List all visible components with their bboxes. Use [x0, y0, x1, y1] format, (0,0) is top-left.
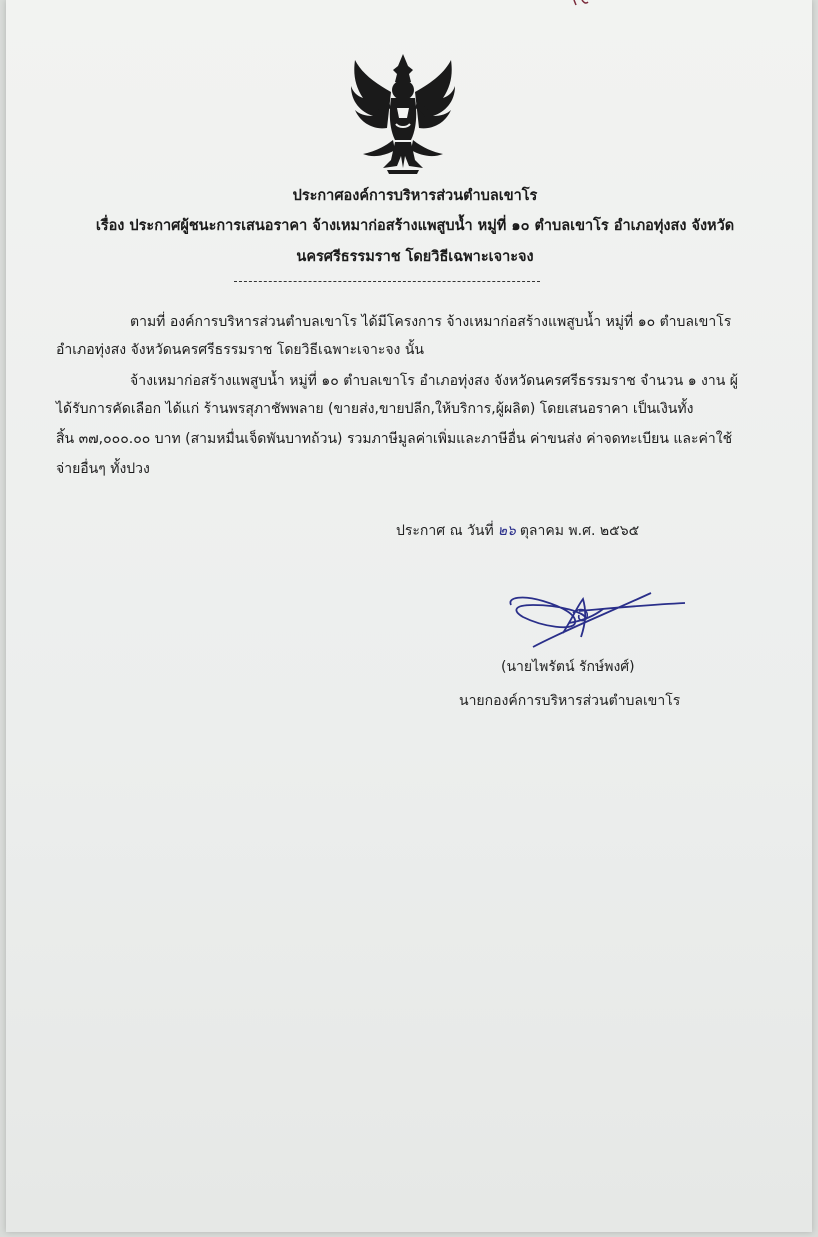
- body-paragraph-line: จ่ายอื่นๆ ทั้งปวง: [56, 461, 150, 477]
- document-page: [6, 0, 812, 1232]
- date-month-year: ตุลาคม พ.ศ. ๒๕๖๕: [519, 523, 640, 539]
- garuda-emblem-icon: [343, 52, 463, 176]
- handwritten-signature: [503, 587, 693, 649]
- body-paragraph-line: อำเภอทุ่งสง จังหวัดนครศรีธรรมราช โดยวิธีเฉพาะเจาะจง นั้น: [56, 342, 424, 358]
- date-day: ๒๖: [497, 523, 516, 539]
- signer-title: นายกองค์การบริหารส่วนตำบลเขาโร: [459, 693, 681, 709]
- announcement-date: [396, 520, 639, 542]
- body-paragraph-line: ตามที่ องค์การบริหารส่วนตำบลเขาโร ได้มีโครงการ จ้างเหมาก่อสร้างแพสูบน้ำ หมู่ที่ ๑๐ ตำบลเขาโร: [130, 314, 732, 330]
- ink-mark: [572, 0, 590, 6]
- page-title: ประกาศองค์การบริหารส่วนตำบลเขาโร: [292, 188, 538, 204]
- body-paragraph-line: จ้างเหมาก่อสร้างแพสูบน้ำ หมู่ที่ ๑๐ ตำบลเขาโร อำเภอทุ่งสง จังหวัดนครศรีธรรมราช จำนวน ๑ งาน ผู้: [130, 373, 738, 389]
- subject-line: เรื่อง ประกาศผู้ชนะการเสนอราคา จ้างเหมาก่อสร้างแพสูบน้ำ หมู่ที่ ๑๐ ตำบลเขาโร อำเภอทุ่งสง จังหวัด: [95, 218, 735, 234]
- separator-line: [234, 281, 540, 282]
- signer-name: (นายไพรัตน์ รักษ์พงศ์): [501, 659, 635, 675]
- subject-line-continued: นครศรีธรรมราช โดยวิธีเฉพาะเจาะจง: [296, 249, 534, 265]
- date-prefix: ประกาศ ณ วันที่: [396, 523, 494, 539]
- body-paragraph-line: ได้รับการคัดเลือก ได้แก่ ร้านพรสุภาชัพพลาย (ขายส่ง,ขายปลีก,ให้บริการ,ผู้ผลิต) โดยเสนอราคา เป็นเงินทั้ง: [56, 401, 694, 417]
- body-paragraph-line: สิ้น ๓๗,๐๐๐.๐๐ บาท (สามหมื่นเจ็ดพันบาทถ้วน) รวมภาษีมูลค่าเพิ่มและภาษีอื่น ค่าขนส่ง ค่าจดทะเบียน และค่าใช้: [56, 431, 733, 447]
